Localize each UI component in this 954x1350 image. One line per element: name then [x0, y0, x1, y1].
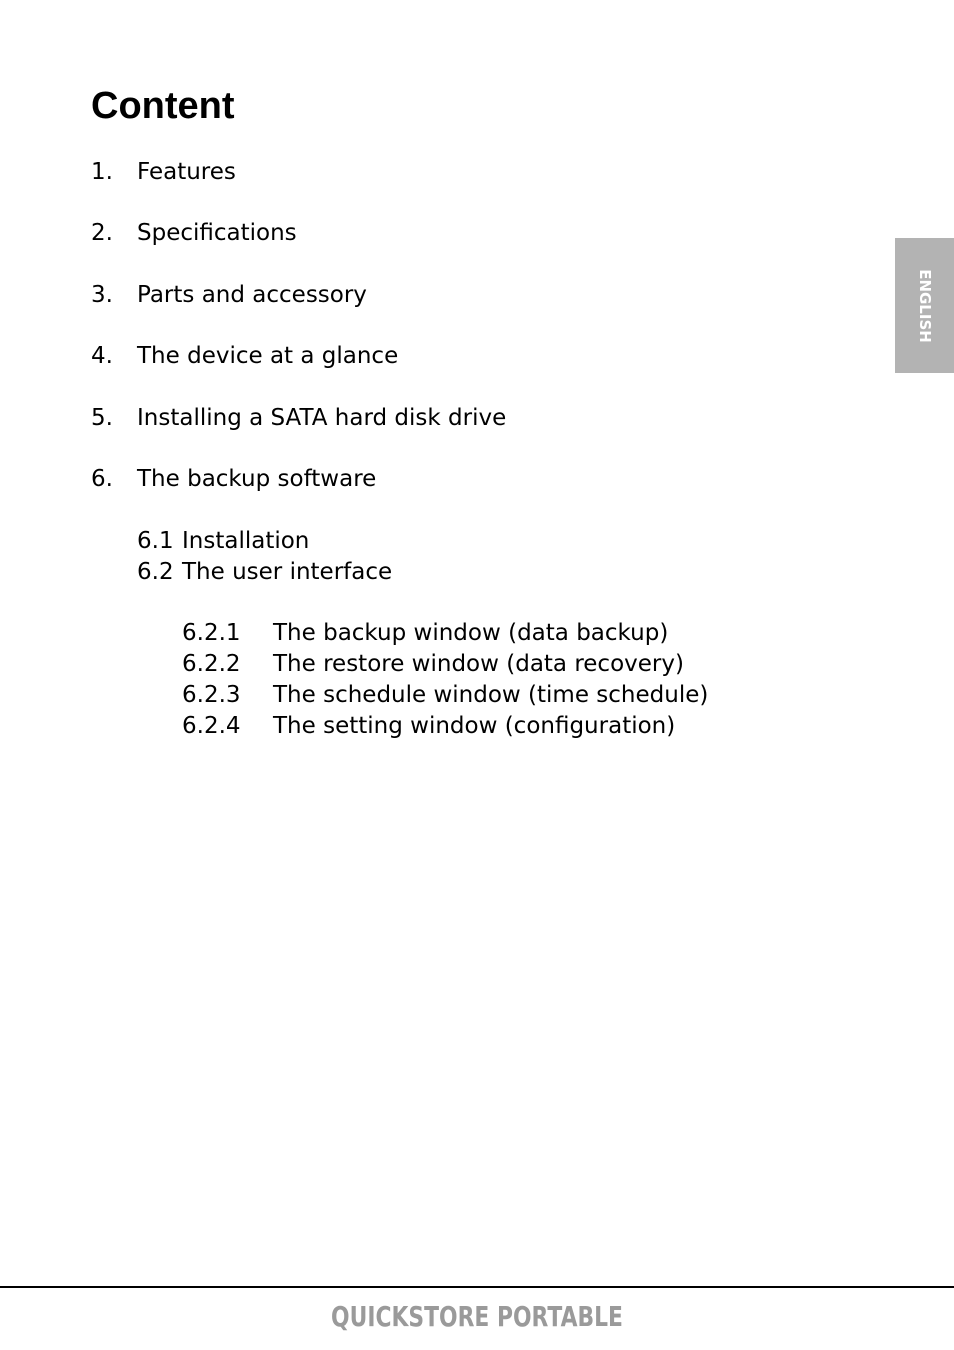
toc-item-label: The backup window (data backup): [273, 620, 669, 646]
toc-item-label: The device at a glance: [137, 343, 399, 369]
toc-item-number: 6.1: [137, 528, 174, 554]
toc-item-label: Installing a SATA hard disk drive: [137, 405, 507, 431]
footer-divider: [0, 1286, 954, 1288]
toc-item-label: Installation: [182, 528, 310, 554]
toc-item-number: 3.: [91, 282, 113, 308]
toc-item-label: Features: [137, 159, 236, 185]
toc-item-number: 1.: [91, 159, 113, 185]
toc-item-number: 2.: [91, 220, 113, 246]
toc-item-label: Parts and accessory: [137, 282, 367, 308]
toc-item-number: 5.: [91, 405, 113, 431]
toc-item-label: The restore window (data recovery): [273, 651, 684, 677]
toc-item-label: The user interface: [182, 559, 393, 585]
toc-item-number: 6.2.2: [182, 651, 241, 677]
page-title: Content: [91, 85, 235, 127]
language-side-tab: [895, 238, 954, 373]
toc-item-label: The setting window (configuration): [273, 713, 676, 739]
toc-item-number: 6.: [91, 466, 113, 492]
footer-product-name: QUICKSTORE PORTABLE: [331, 1300, 623, 1333]
toc-item-number: 6.2: [137, 559, 174, 585]
toc-item-number: 6.2.1: [182, 620, 241, 646]
toc-item-number: 6.2.4: [182, 713, 241, 739]
toc-item-label: The schedule window (time schedule): [273, 682, 709, 708]
toc-item-number: 4.: [91, 343, 113, 369]
language-tab-label: ENGLISH: [915, 268, 934, 343]
toc-item-label: The backup software: [137, 466, 377, 492]
toc-item-label: Specifications: [137, 220, 297, 246]
toc-item-number: 6.2.3: [182, 682, 241, 708]
